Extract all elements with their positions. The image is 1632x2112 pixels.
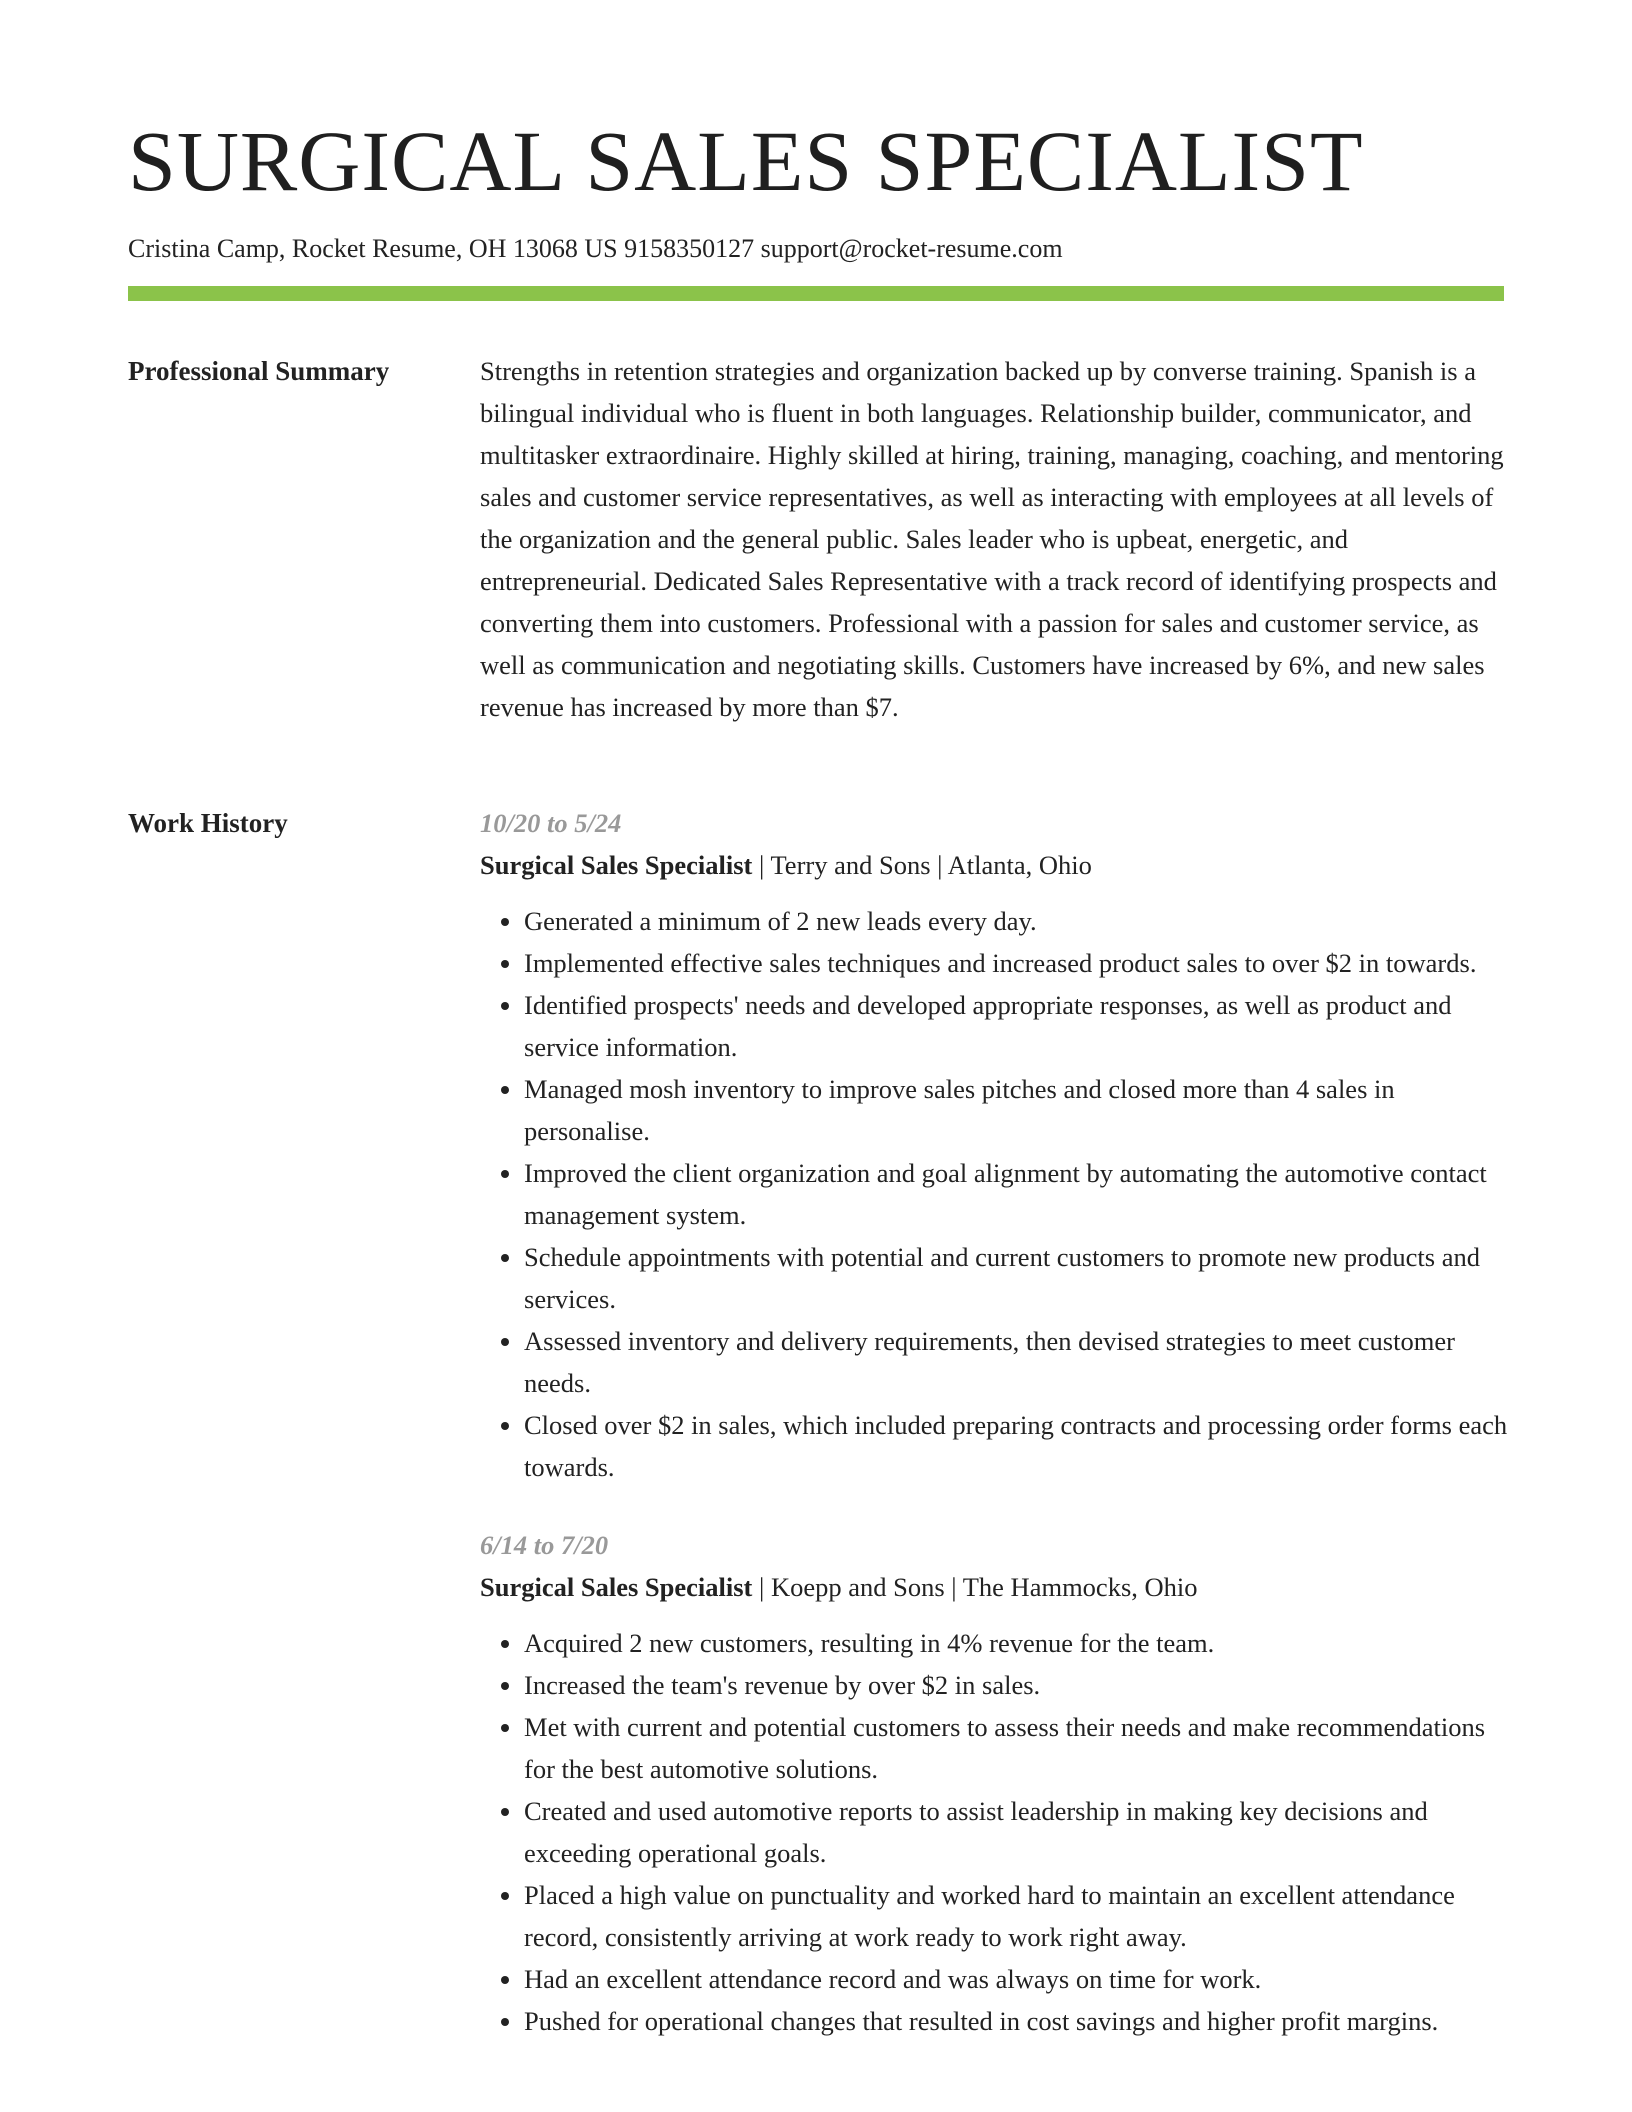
job-bullet: • Implemented effective sales techniques and increased product sales to over $2 in towards.	[524, 942, 1510, 984]
job-bullet: • Increased the team's revenue by over $2 in sales.	[524, 1664, 1510, 1706]
job-bullet: • Schedule appointments with potential and current customers to promote new products and services.	[524, 1236, 1510, 1320]
job-bullet: • Met with current and potential customers to assess their needs and make recommendations for the best automotive solutions.	[524, 1706, 1510, 1790]
summary-text: Strengths in retention strategies and organization backed up by converse training. Spanish is a bilingual individual who is fluent in both languages. Relationship builder, communicator, and multitasker extraordinaire. Highly skilled at hiring, training, managing, coaching, and mentoring sales and customer service representatives, as well as interacting with employees at all levels of the organization and the general public. Sales leader who is upbeat, energetic, and entrepreneurial. Dedicated Sales Representative with a track record of identifying prospects and converting them into customers. Professional with a passion for sales and customer service, as well as communication and negotiating skills. Customers have increased by 6%, and new sales revenue has increased by more than $7.	[480, 356, 1504, 722]
job-bullet: • Pushed for operational changes that resulted in cost savings and higher profit margins.	[524, 2000, 1510, 2042]
job-bullet: • Created and used automotive reports to assist leadership in making key decisions and exceeding operational goals.	[524, 1790, 1510, 1874]
contact-line: Cristina Camp, Rocket Resume, OH 13068 US 9158350127 support@rocket-resume.com	[128, 234, 1063, 263]
job-bullet: • Closed over $2 in sales, which included preparing contracts and processing order forms each towards.	[524, 1404, 1510, 1488]
summary-section-label: Professional Summary	[128, 356, 390, 386]
job-bullet: • Generated a minimum of 2 new leads every day.	[524, 900, 1510, 942]
job-details: | Koepp and Sons | The Hammocks, Ohio	[752, 1572, 1198, 1602]
job-bullet: • Assessed inventory and delivery requirements, then devised strategies to meet customer needs.	[524, 1320, 1510, 1404]
work-history-section-label: Work History	[128, 808, 288, 838]
job-bullet: • Managed mosh inventory to improve sales pitches and closed more than 4 sales in personalise.	[524, 1068, 1510, 1152]
work-history-section	[480, 802, 1510, 2078]
resume-title: SURGICAL SALES SPECIALIST	[128, 113, 1364, 209]
accent-divider	[128, 286, 1504, 301]
job-bullet: • Identified prospects' needs and developed appropriate responses, as well as product and service information.	[524, 984, 1510, 1068]
job-bullet-list	[480, 1622, 1510, 2042]
job-bullet: • Acquired 2 new customers, resulting in 4% revenue for the team.	[524, 1622, 1510, 1664]
job-dates: 6/14 to 7/20	[480, 1530, 609, 1560]
job-dates: 10/20 to 5/24	[480, 808, 622, 838]
job-title: Surgical Sales Specialist	[480, 1572, 753, 1602]
job-bullet-list	[480, 900, 1510, 1488]
job-heading	[480, 1566, 1510, 1608]
job-heading	[480, 844, 1510, 886]
job-entry	[480, 802, 1510, 1488]
summary-section	[480, 350, 1510, 728]
job-details: | Terry and Sons | Atlanta, Ohio	[752, 850, 1092, 880]
job-bullet: • Had an excellent attendance record and was always on time for work.	[524, 1958, 1510, 2000]
job-bullet: • Improved the client organization and goal alignment by automating the automotive contact management system.	[524, 1152, 1510, 1236]
job-title: Surgical Sales Specialist	[480, 850, 753, 880]
job-entry	[480, 1524, 1510, 2042]
job-bullet: • Placed a high value on punctuality and worked hard to maintain an excellent attendance record, consistently arriving at work ready to work right away.	[524, 1874, 1510, 1958]
